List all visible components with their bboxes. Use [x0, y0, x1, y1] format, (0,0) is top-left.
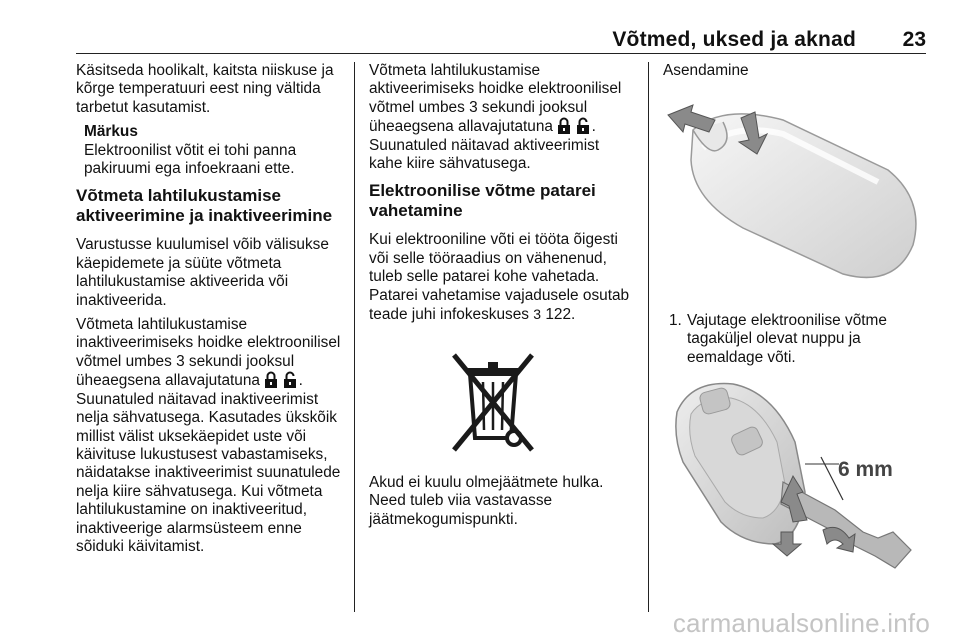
deactivation-paragraph: [76, 316, 342, 556]
keyless-paragraph: Varustusse kuulumisel võib välisukse käepidemete ja süüte võtmeta lahtilukustamise aktiveerida või inaktiveerida.: [76, 236, 329, 309]
lock-open-icon: [576, 117, 592, 134]
step-list: [663, 312, 931, 367]
activation-paragraph: [369, 62, 635, 173]
note-box: [76, 123, 342, 178]
header-rule: [76, 53, 926, 54]
step-item: [663, 312, 931, 367]
page-reference-icon: 3: [533, 306, 542, 323]
step-text: Vajutage elektroonilise võtme tagaküljel olevat nuppu ja eemaldage võti.: [687, 312, 887, 366]
deactivation-text-end: . Suunatuled näitavad inaktiveerimist nelja sähvatusega. Kasutades ükskõik millist välist uksekäepidet uste või käivituse lukustusest vabastamiseks, näidatakse inaktiveerimist suunatulede nelja kiire sähvatusega. Kui võtmeta lahtilukustamine on inaktiveeritud, inaktiveerige alarmsüsteem enne sõiduki käivitamist.: [76, 372, 341, 555]
activation-text-start: Võtmeta lahtilukustamise aktiveerimiseks hoidke elektroonilisel võtmel umbes 3 sekundi jooksul üheaegsena allavajutatuna: [369, 62, 622, 136]
page-number: 23: [902, 28, 926, 51]
column-1: [76, 62, 342, 562]
deactivation-text-start: Võtmeta lahtilukustamise inaktiveerimiseks hoidke elektroonilisel võtmel umbes 3 sekundi jooksul üheaegsena allavajutatuna: [76, 316, 341, 390]
column-3: [663, 62, 931, 80]
subheading-replacement: Asendamine: [663, 62, 749, 79]
key-fob-illustration: [663, 90, 927, 300]
waste-note: [369, 474, 635, 535]
lock-closed-icon: [557, 117, 571, 134]
intro-paragraph: Käsitseda hoolikalt, kaitsta niiskuse ja kõrge temperatuuri eest ning vältida tarbetut kasutamist.: [76, 62, 334, 116]
note-title: Märkus: [84, 123, 138, 141]
activation-text-end: . Suunatuled näitavad aktiveerimist kahe kiire sähvatusega.: [369, 118, 600, 173]
battery-text: Kui elektrooniline võti ei tööta õigesti või selle tööraadius on vähenenud, tuleb selle patarei kohe vahetada. Patarei vahetamise vajadusele osutab teade juhi infokeskuses: [369, 231, 630, 324]
note-text: Elektroonilist võtit ei tohi panna pakiruumi ega infoekraani ette.: [84, 141, 297, 178]
column-divider-1: [354, 62, 355, 612]
lock-closed-icon: [264, 371, 278, 388]
crossed-out-wheelie-bin-icon: [448, 352, 538, 457]
section-heading-battery: Elektroonilise võtme patarei vahetamine: [369, 181, 596, 221]
page-reference[interactable]: 122.: [545, 306, 576, 324]
lock-open-icon: [283, 371, 299, 388]
section-heading-keyless: Võtmeta lahtilukustamise aktiveerimine ja inaktiveerimine: [76, 186, 333, 226]
watermark: carmanualsonline.info: [672, 608, 930, 638]
battery-paragraph: [369, 231, 635, 324]
column-2: [369, 62, 635, 330]
waste-paragraph: Akud ei kuulu olmejäätmete hulka. Need tuleb viia vastavasse jäätmekogumispunkti.: [369, 474, 604, 528]
step-number: 1.: [669, 312, 682, 329]
figure-label-6mm: 6 mm: [838, 458, 893, 481]
column-divider-2: [648, 62, 649, 612]
page-header-title: Võtmed, uksed ja aknad: [612, 28, 856, 51]
